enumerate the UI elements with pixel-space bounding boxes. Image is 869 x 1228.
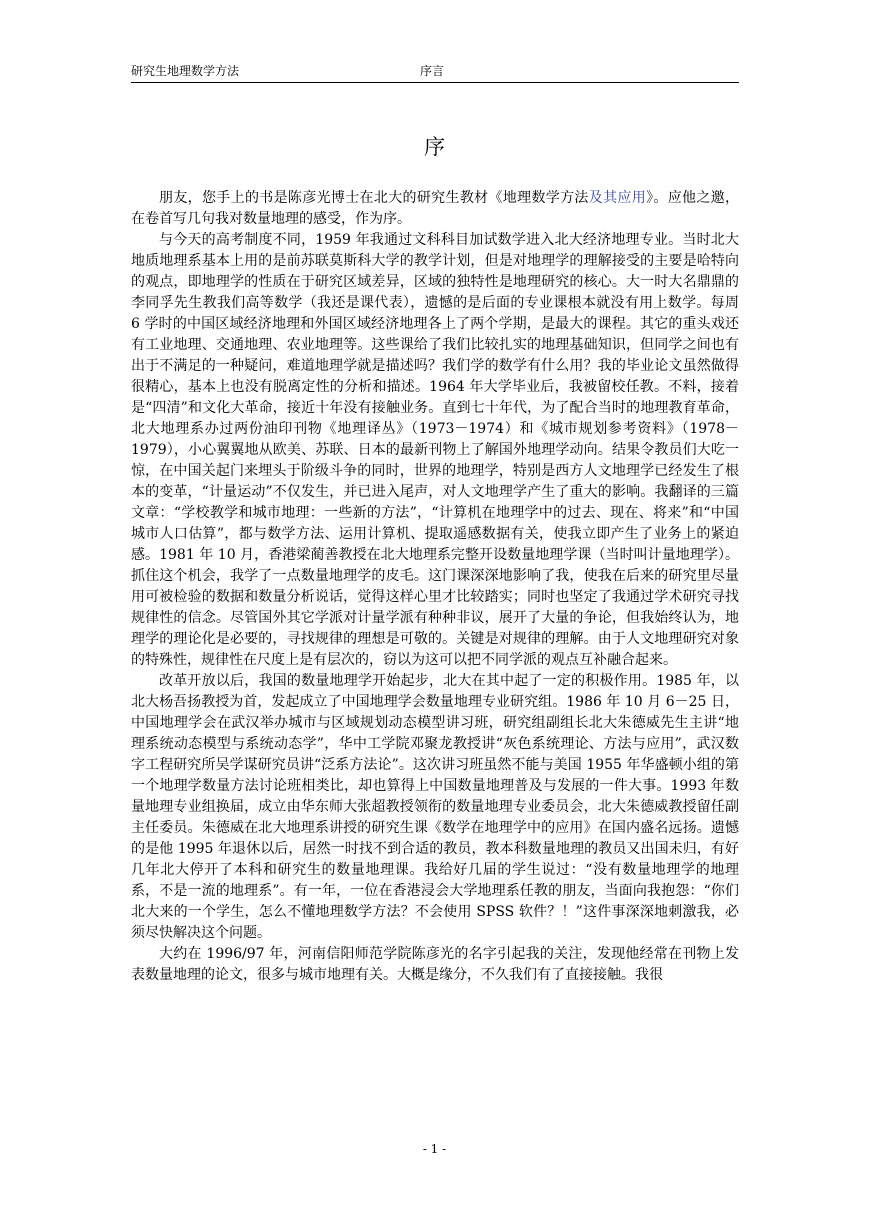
document-body — [131, 188, 739, 986]
header-section-title: 序言 — [420, 64, 445, 78]
paragraph-4: 大约在 1996/97 年，河南信阳师范学院陈彦光的名字引起我的关注，发现他经常在刊物上发表数量地理的论文，很多与城市地理有关。大概是缘分，不久我们有了直接接触。我很 — [131, 946, 739, 983]
book-title-link[interactable]: 及其应用 — [588, 190, 647, 206]
running-header — [131, 62, 739, 83]
paragraph-3: 改革开放以后，我国的数量地理学开始起步，北大在其中起了一定的积极作用。1985 年，以北大杨吾扬教授为首，发起成立了中国地理学会数量地理专业研究组。1986 年 10 月 6－25 日，中国地理学会在武汉举办城市与区域规划动态模型讲习班，研究组副组长北大朱德威先生主讲“地理系统动态模型与系统动态学”，华中工学院邓聚龙教授讲“灰色系统理论、方法与应用”，武汉数字工程研究所吴学谋研究员讲“泛系方法论”。这次讲习班虽然不能与美国 1955 年华盛顿小组的第一个地理学数量方法讨论班相类比，却也算得上中国数量地理普及与发展的一件大事。1993 年数量地理专业组换届，成立由华东师大张超教授领衔的数量地理专业委员会，北大朱德威教授留任副主任委员。朱德威在北大地理系讲授的研究生课《数学在地理学中的应用》在国内盛名远扬。遗憾的是他 1995 年退休以后，居然一时找不到合适的教员，教本科数量地理的教员又出国未归，有好几年北大停开了本科和研究生的数量地理课。我给好几届的学生说过：“没有数量地理学的地理系，不是一流的地理系”。有一年，一位在香港浸会大学地理系任教的朋友，当面向我抱怨：“你们北大来的一个学生，怎么不懂地理数学方法？不会使用 SPSS 软件？！”这件事深深地刺激我，必须尽快解决这个问题。 — [131, 673, 739, 941]
paragraph-1-text-before: 朋友，您手上的书是陈彦光博士在北大的研究生教材《地理数学方法 — [159, 190, 589, 206]
page-number: - 1 - — [422, 1142, 447, 1156]
header-book-title: 研究生地理数学方法 — [131, 64, 240, 78]
paragraph-2: 与今天的高考制度不同，1959 年我通过文科科目加试数学进入北大经济地理专业。当时北大地质地理系基本上用的是前苏联莫斯科大学的教学计划，但是对地理学的理解接受的主要是哈特向的观点，即地理学的性质在于研究区域差异，区域的独特性是地理研究的核心。大一时大名鼎鼎的李同孚先生教我们高等数学（我还是课代表），遗憾的是后面的专业课根本就没有用上数学。每周 6 学时的中国区域经济地理和外国区域经济地理各上了两个学期，是最大的课程。其它的重头戏还有工业地理、交通地理、农业地理等。这些课给了我们比较扎实的地理基础知识，但同学之间也有出于不满足的一种疑问，难道地理学就是描述吗？我们学的数学有什么用？我的毕业论文虽然做得很精心，基本上也没有脱离定性的分析和描述。1964 年大学毕业后，我被留校任教。不料，接着是“四清”和文化大革命，接近十年没有接触业务。直到七十年代，为了配合当时的地理教育革命，北大地理系办过两份油印刊物《地理译丛》（1973－1974）和《城市规划参考资料》（1978－1979），小心翼翼地从欧美、苏联、日本的最新刊物上了解国外地理学动向。结果令教员们大吃一惊，在中国关起门来埋头于阶级斗争的同时，世界的地理学，特别是西方人文地理学已经发生了根本的变革，“计量运动”不仅发生，并已进入尾声，对人文地理学产生了重大的影响。我翻译的三篇文章：“学校教学和城市地理：一些新的方法”，“计算机在地理学中的过去、现在、将来”和“中国城市人口估算”，都与数学方法、运用计算机、提取遥感数据有关，使我立即产生了业务上的紧迫感。1981 年 10 月，香港梁蔺善教授在北大地理系完整开设数量地理学课（当时叫计量地理学）。抓住这个机会，我学了一点数量地理学的皮毛。这门课深深地影响了我，使我在后来的研究里尽量用可被检验的数据和数量分析说话，觉得这样心里才比较踏实；同时也坚定了我通过学术研究寻找规律性的信念。尽管国外其它学派对计量学派有种种非议，展开了大量的争论，但我始终认为，地理学的理论化是必要的，寻找规律的理想是可敬的。关键是对规律的理解。由于人文地理研究对象的特殊性，规律性在尺度上是有层次的，窃以为这可以把不同学派的观点互补融合起来。 — [131, 232, 739, 668]
paragraph-1 — [131, 188, 739, 230]
paragraph-1-text-after: 》。应他之邀，在卷首写几句我对数量地理的感受，作为序。 — [131, 190, 740, 227]
page-title: 序 — [424, 135, 445, 159]
